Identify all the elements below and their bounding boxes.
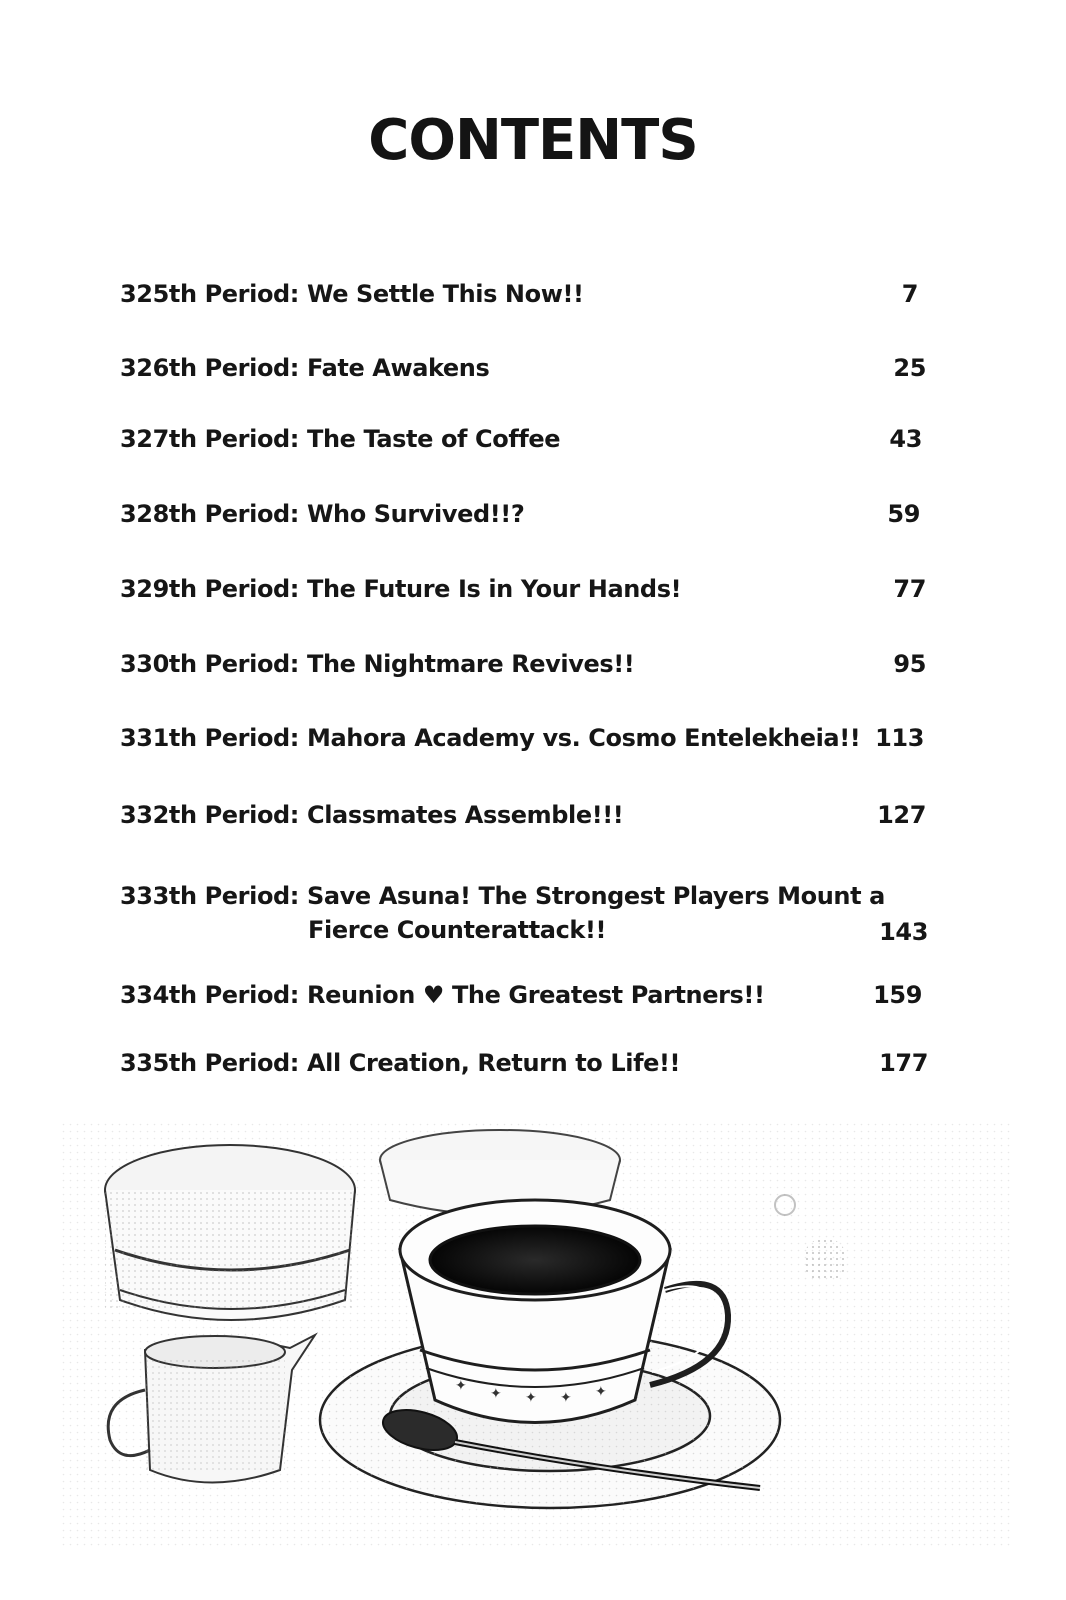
- chapter-title: The Nightmare Revives!!: [306, 650, 635, 678]
- chapter-title-continued: Fierce Counterattack!!: [308, 916, 607, 944]
- chapter-number: 335th Period:: [120, 1049, 300, 1077]
- coffee-illustration: [60, 1100, 1010, 1570]
- chapter-title: Who Survived!!?: [306, 500, 525, 528]
- chapter-number: 334th Period:: [120, 981, 300, 1009]
- svg-text:✦: ✦: [595, 1384, 607, 1400]
- svg-text:✦: ✦: [525, 1390, 537, 1406]
- chapter-page: 77: [893, 575, 926, 603]
- chapter-number: 329th Period:: [120, 575, 300, 603]
- chapter-page: 143: [879, 918, 928, 946]
- chapter-title: Reunion ♥ The Greatest Partners!!: [306, 981, 765, 1009]
- chapter-page: 159: [873, 981, 922, 1009]
- chapter-page: 7: [901, 280, 918, 308]
- chapter-number: 325th Period:: [120, 280, 300, 308]
- chapter-number: 330th Period:: [120, 650, 300, 678]
- chapter-title: All Creation, Return to Life!!: [306, 1049, 681, 1077]
- page-title: CONTENTS: [368, 108, 698, 173]
- chapter-page: 177: [879, 1049, 928, 1077]
- chapter-number: 333th Period:: [120, 882, 300, 910]
- chapter-number: 332th Period:: [120, 801, 300, 829]
- chapter-title: Save Asuna! The Strongest Players Mount a: [306, 882, 885, 910]
- chapter-number: 327th Period:: [120, 425, 300, 453]
- chapter-title: We Settle This Now!!: [306, 280, 584, 308]
- chapter-page: 43: [889, 425, 922, 453]
- chapter-title: Classmates Assemble!!!: [306, 801, 624, 829]
- chapter-number: 328th Period:: [120, 500, 300, 528]
- chapter-page: 127: [877, 801, 926, 829]
- bokeh-circle: [803, 1238, 847, 1282]
- chapter-number: 326th Period:: [120, 354, 300, 382]
- chapter-title: Mahora Academy vs. Cosmo Entelekheia!!: [306, 724, 861, 752]
- chapter-number: 331th Period:: [120, 724, 300, 752]
- sugar-bowl: [105, 1145, 355, 1320]
- chapter-title: The Future Is in Your Hands!: [306, 575, 682, 603]
- chapter-title: Fate Awakens: [306, 354, 490, 382]
- svg-text:✦: ✦: [455, 1378, 467, 1394]
- svg-text:✦: ✦: [490, 1386, 502, 1402]
- chapter-title: The Taste of Coffee: [306, 425, 561, 453]
- chapter-page: 95: [893, 650, 926, 678]
- chapter-page: 113: [875, 724, 924, 752]
- chapter-page: 59: [887, 500, 920, 528]
- svg-text:✦: ✦: [560, 1390, 572, 1406]
- chapter-page: 25: [893, 354, 926, 382]
